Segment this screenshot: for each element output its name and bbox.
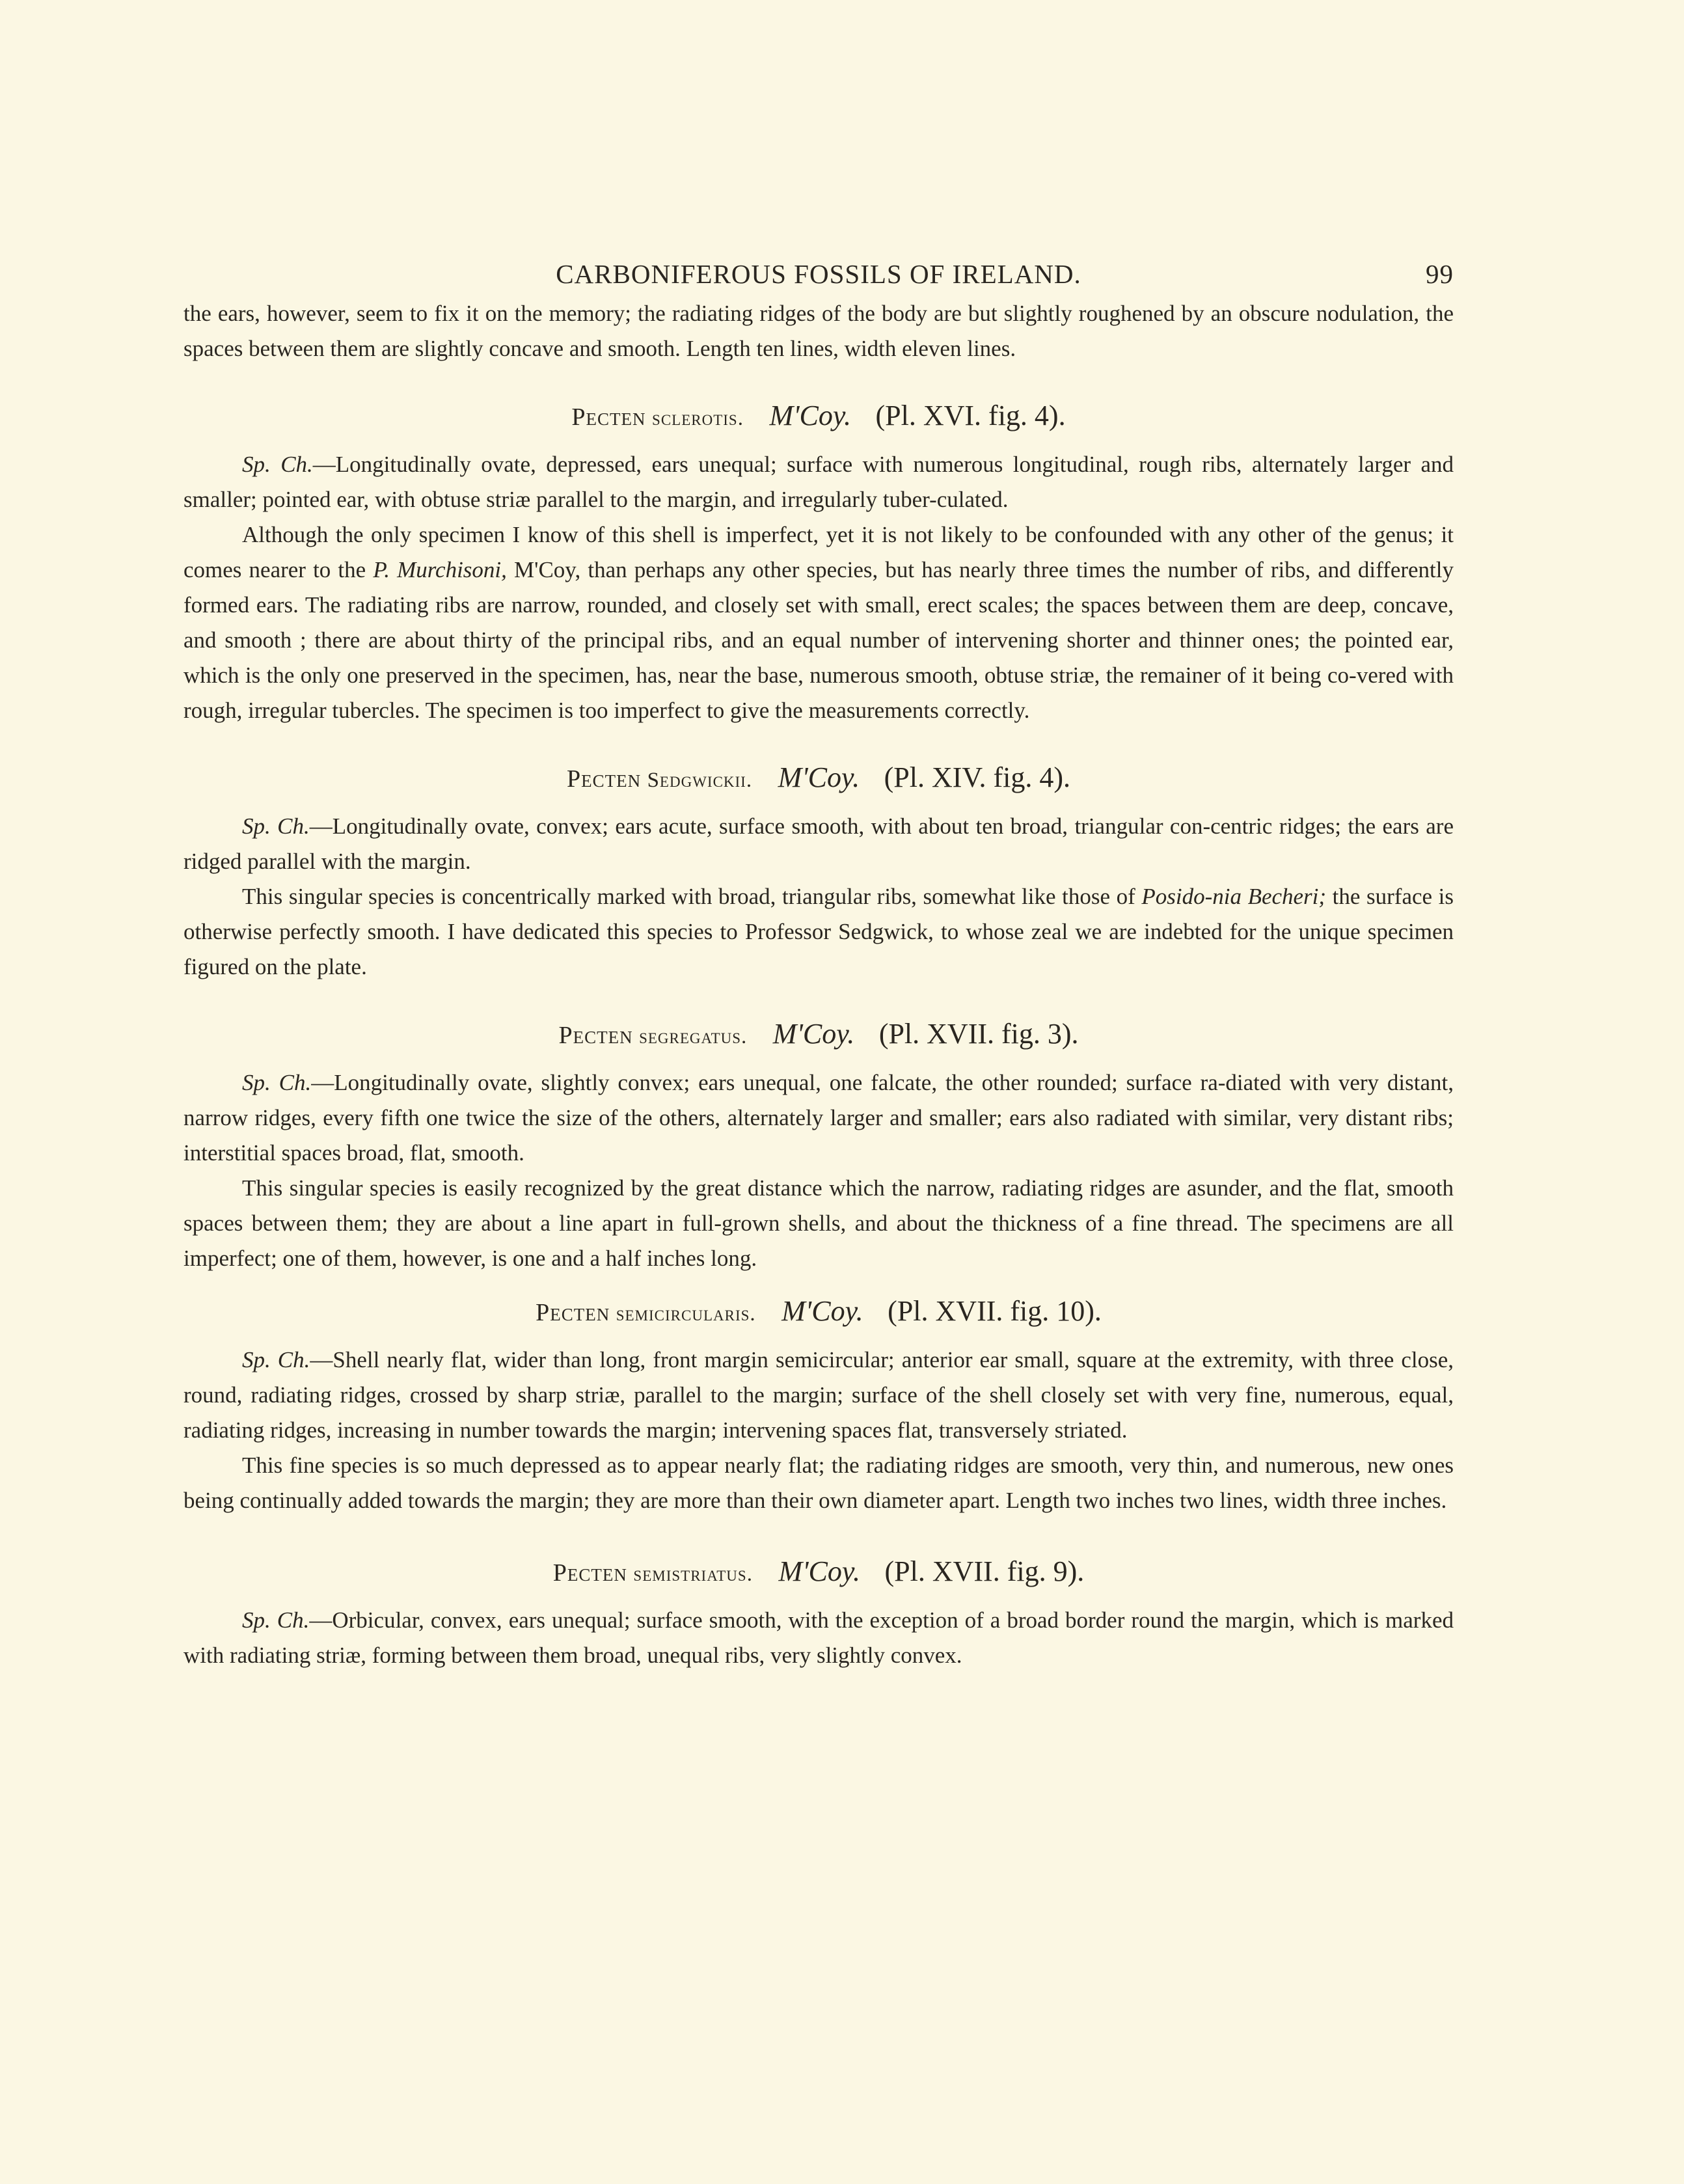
spch-text: —Longitudinally ovate, slightly convex; ears unequal, one falcate, the other rounded; surface ra-diated with very distant, narrow ridges, every fifth one twice the size of the others, alternately larger and smaller; ears also radiated with similar, very distant ribs; interstitial spaces broad, flat, smooth. xyxy=(183,1070,1454,1166)
species-heading xyxy=(183,396,1454,438)
species-entry-semicircularis xyxy=(183,1292,1454,1518)
spch-label: Sp. Ch. xyxy=(242,1347,310,1372)
species-description: This singular species is easily recognized by the great distance which the narrow, radiating ridges are asunder, and the flat, smooth spaces between them; they are about a line apart in full-grown shells, and about the thickness of a fine thread. The specimens are all imperfect; one of them, however, is one and a half inches long. xyxy=(183,1175,1454,1271)
species-heading xyxy=(183,758,1454,800)
spch-label: Sp. Ch. xyxy=(242,1070,312,1095)
description-italic: P. Murchisoni, xyxy=(373,557,507,582)
genus-name: Pecten xyxy=(571,403,646,431)
running-head xyxy=(183,251,1454,296)
intro-paragraph: the ears, however, seem to fix it on the memory; the radiating ridges of the body are but slightly roughened by an obscure nodulation, the spaces between them are slightly concave and smooth. Length ten lines, width eleven lines. xyxy=(183,301,1454,361)
species-name: segregatus. xyxy=(639,1025,748,1048)
genus-name: Pecten xyxy=(536,1299,610,1326)
species-entry-semistriatus xyxy=(183,1552,1454,1673)
plate-reference: (Pl. XVII. fig. 3). xyxy=(878,1018,1079,1050)
spch-text: —Orbicular, convex, ears unequal; surface smooth, with the exception of a broad border round the margin, which is marked with radiating striæ, forming between them broad, unequal ribs, very slightly convex. xyxy=(183,1607,1454,1668)
species-characters xyxy=(183,1603,1454,1673)
author-name: M'Coy. xyxy=(778,761,860,793)
author-name: M'Coy. xyxy=(772,1018,855,1050)
spch-text: —Longitudinally ovate, convex; ears acute, surface smooth, with about ten broad, triangular con-centric ridges; the ears are ridged parallel with the margin. xyxy=(183,813,1454,874)
species-name: semicircularis. xyxy=(616,1302,756,1326)
author-name: M'Coy. xyxy=(769,400,851,431)
plate-reference: (Pl. XVII. fig. 10). xyxy=(888,1295,1102,1327)
author-name: M'Coy. xyxy=(778,1555,860,1587)
spch-label: Sp. Ch. xyxy=(242,1607,310,1633)
species-heading xyxy=(183,1015,1454,1056)
plate-reference: (Pl. XVII. fig. 9). xyxy=(884,1555,1085,1587)
species-description xyxy=(183,517,1454,728)
genus-name: Pecten xyxy=(558,1022,633,1049)
spch-label: Sp. Ch. xyxy=(242,813,310,839)
page-number: 99 xyxy=(1426,259,1454,289)
species-characters xyxy=(183,447,1454,517)
species-entry-sedgwickii xyxy=(183,758,1454,985)
species-heading xyxy=(183,1552,1454,1594)
running-title: CARBONIFEROUS FOSSILS OF IRELAND. xyxy=(556,259,1081,289)
spch-label: Sp. Ch. xyxy=(242,452,313,477)
description-text: This singular species is concentrically marked with broad, triangular ribs, somewhat like those of xyxy=(242,884,1142,909)
genus-name: Pecten xyxy=(566,765,642,793)
species-name: Sedgwickii. xyxy=(647,769,753,792)
genus-name: Pecten xyxy=(552,1559,627,1587)
species-characters xyxy=(183,809,1454,879)
page xyxy=(183,251,1454,1673)
species-heading xyxy=(183,1292,1454,1333)
author-name: M'Coy. xyxy=(781,1295,863,1327)
species-name: semistriatus. xyxy=(633,1563,753,1586)
description-italic: Posido-nia Becheri; xyxy=(1141,884,1327,909)
spch-text: —Longitudinally ovate, depressed, ears unequal; surface with numerous longitudinal, rough ribs, alternately larger and smaller; pointed ear, with obtuse striæ parallel to the margin, and irregularly tuber-culated. xyxy=(183,452,1454,512)
description-text-continued: the surface is otherwise perfectly smooth. I have dedicated this species to Professor Sedgwick, to whose zeal we are indebted for the unique specimen figured on the plate. xyxy=(183,884,1454,979)
species-name: sclerotis. xyxy=(652,407,744,430)
plate-reference: (Pl. XVI. fig. 4). xyxy=(875,400,1066,431)
description-text-continued: M'Coy, than perhaps any other species, but has nearly three times the number of ribs, and differently formed ears. The radiating ribs are narrow, rounded, and closely set with small, erect scales; the spaces between them are deep, concave, and smooth ; there are about thirty of the principal ribs, and an equal number of intervening shorter and thinner ones; the pointed ear, which is the only one preserved in the specimen, has, near the base, numerous smooth, obtuse striæ, the remainer of it being co-vered with rough, irregular tubercles. The specimen is too imperfect to give the measurements correctly. xyxy=(183,557,1454,723)
species-entry-segregatus xyxy=(183,1015,1454,1276)
species-characters xyxy=(183,1343,1454,1448)
species-description xyxy=(183,879,1454,985)
species-characters xyxy=(183,1065,1454,1171)
plate-reference: (Pl. XIV. fig. 4). xyxy=(884,761,1071,793)
spch-text: —Shell nearly flat, wider than long, front margin semicircular; anterior ear small, square at the extremity, with three close, round, radiating ridges, crossed by sharp striæ, parallel to the margin; surface of the shell closely set with very fine, numerous, equal, radiating ridges, increasing in number towards the margin; intervening spaces flat, transversely striated. xyxy=(183,1347,1454,1443)
description-text: Although the only specimen I know of this shell is imperfect, yet it is not likely to be confounded with any other of the genus; it comes nearer to the xyxy=(183,522,1454,582)
species-description: This fine species is so much depressed as to appear nearly flat; the radiating ridges are smooth, very thin, and numerous, new ones being continually added towards the margin; they are more than their own diameter apart. Length two inches two lines, width three inches. xyxy=(183,1453,1454,1513)
species-entry-sclerotis xyxy=(183,396,1454,728)
